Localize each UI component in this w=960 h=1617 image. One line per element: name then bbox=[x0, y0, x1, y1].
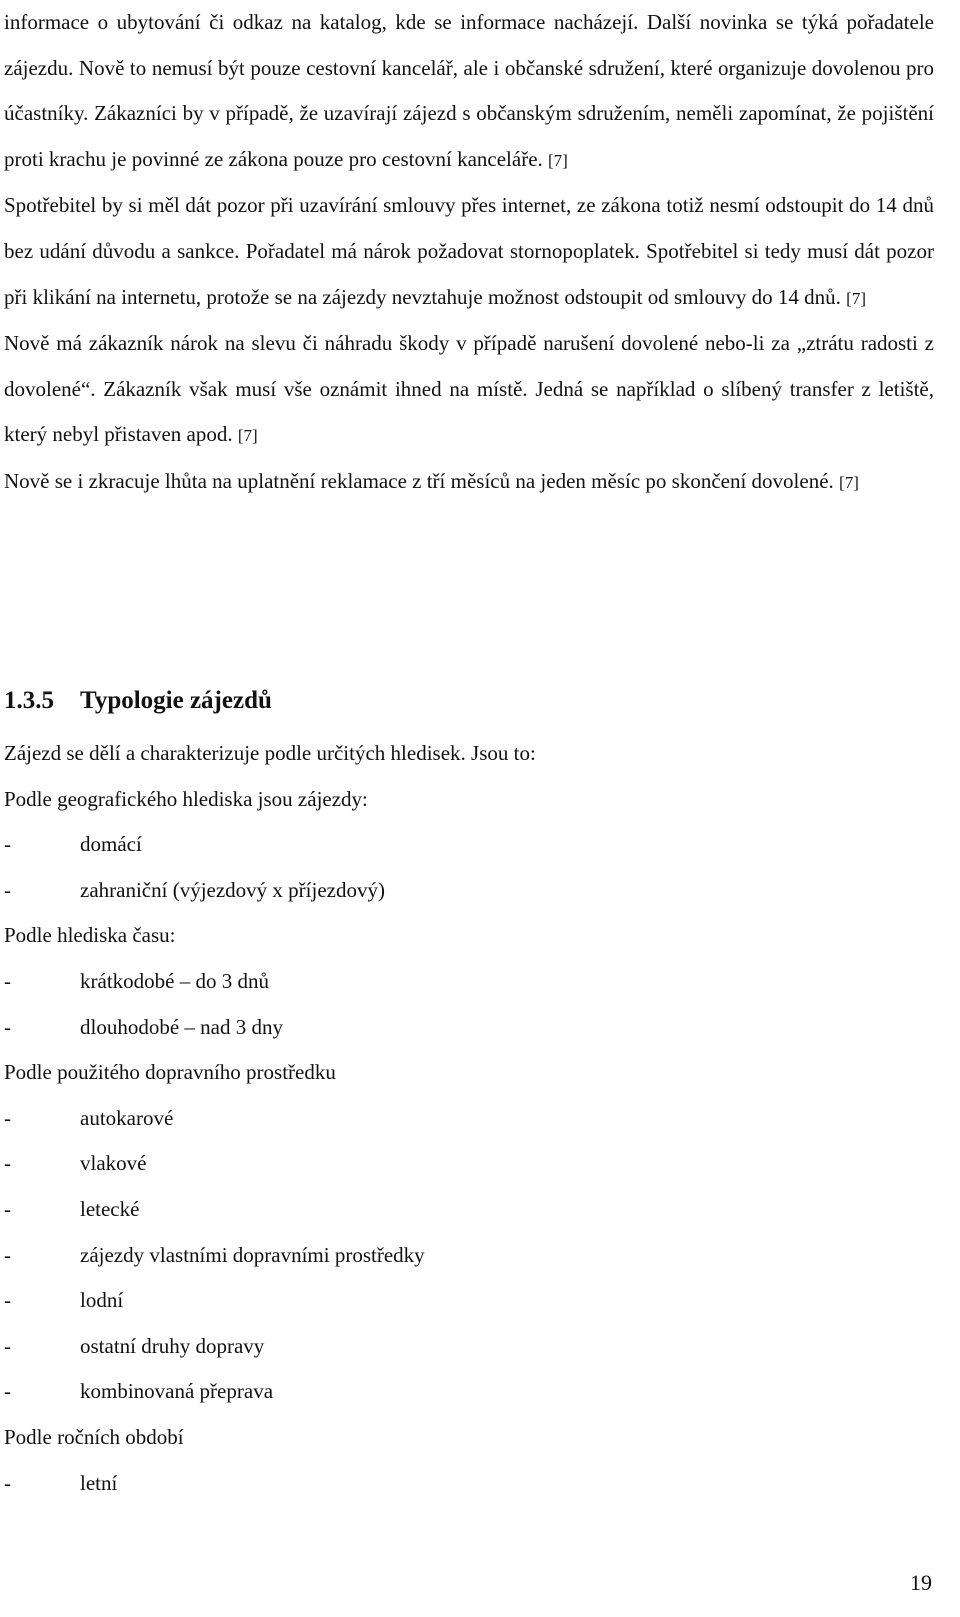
list-item bbox=[4, 1369, 934, 1415]
bullet-dash: - bbox=[4, 1196, 11, 1221]
citation-ref: [7] bbox=[237, 426, 258, 446]
list-item bbox=[4, 1278, 934, 1324]
list-item bbox=[4, 1187, 934, 1233]
list-item-text: autokarové bbox=[80, 1105, 174, 1130]
paragraph-text: informace o ubytování či odkaz na katalog, kde se informace nacházejí. Další novinka se týká pořadatele zájezdu. Nově to nemusí být pouze cestovní kancelář, ale i občanské sdružení, které organizuje dovolenou pro účastníky. Zákazníci by v případě, že uzavírají zájezd s občanským sdružením, neměli zapomínat, že pojištění proti krachu je povinné ze zákona pouze pro cestovní kanceláře. bbox=[4, 10, 934, 171]
intro-line: Zájezd se dělí a charakterizuje podle určitých hledisek. Jsou to: bbox=[4, 741, 536, 765]
list-item-text: ostatní druhy dopravy bbox=[80, 1333, 265, 1358]
list-item-text: letecké bbox=[80, 1196, 140, 1221]
list-item bbox=[4, 868, 934, 914]
bullet-dash: - bbox=[4, 1242, 11, 1267]
list-item-text: krátkodobé – do 3 dnů bbox=[80, 968, 269, 993]
list-item-text: zahraniční (výjezdový x příjezdový) bbox=[80, 877, 385, 902]
group-label-season: Podle ročních období bbox=[4, 1424, 184, 1449]
group-label-transport: Podle použitého dopravního prostředku bbox=[4, 1060, 336, 1085]
section-title: Typologie zájezdů bbox=[80, 687, 272, 714]
bullet-dash: - bbox=[4, 968, 11, 993]
section-heading bbox=[4, 686, 272, 716]
list-item bbox=[4, 1005, 934, 1051]
list-item bbox=[4, 1461, 934, 1507]
paragraph-text: Spotřebitel by si měl dát pozor při uzavírání smlouvy přes internet, ze zákona totiž nesmí odstoupit do 14 dnů bez udání důvodu a sankce. Pořadatel má nárok požadovat stornopoplatek. Spotřebitel si tedy musí dát pozor při klikání na internetu, protože se na zájezdy nevztahuje možnost odstoupit od smlouvy do 14 dnů. bbox=[4, 193, 934, 309]
document-page bbox=[4, 0, 934, 1495]
list-item-text: domácí bbox=[80, 832, 142, 857]
list-item bbox=[4, 1096, 934, 1142]
list-item-text: kombinovaná přeprava bbox=[80, 1379, 274, 1404]
group-label-time: Podle hlediska času: bbox=[4, 923, 176, 948]
list-item bbox=[4, 959, 934, 1005]
bullet-dash: - bbox=[4, 1333, 11, 1358]
paragraph-compensation bbox=[4, 321, 934, 459]
list-item bbox=[4, 1324, 934, 1370]
bullet-dash: - bbox=[4, 1288, 11, 1313]
bullet-dash: - bbox=[4, 1014, 11, 1039]
paragraph-text: Nově se i zkracuje lhůta na uplatnění reklamace z tří měsíců na jeden měsíc po skončení dovolené. bbox=[4, 468, 834, 493]
list-item-text: dlouhodobé – nad 3 dny bbox=[80, 1014, 283, 1039]
bullet-dash: - bbox=[4, 1379, 11, 1404]
list-item bbox=[4, 1233, 934, 1279]
citation-ref: [7] bbox=[839, 472, 859, 492]
bullet-dash: - bbox=[4, 832, 11, 857]
list-item-text: letní bbox=[80, 1470, 118, 1495]
list-item bbox=[4, 1141, 934, 1187]
paragraph-internet-contract bbox=[4, 183, 934, 321]
page-number: 19 bbox=[910, 1570, 932, 1595]
group-label-geography: Podle geografického hlediska jsou zájezdy: bbox=[4, 786, 368, 811]
bullet-dash: - bbox=[4, 1105, 11, 1130]
bullet-dash: - bbox=[4, 877, 11, 902]
citation-ref: [7] bbox=[548, 150, 568, 170]
typology-list bbox=[4, 731, 934, 1506]
list-item-text: zájezdy vlastními dopravními prostředky bbox=[80, 1242, 425, 1267]
citation-ref: [7] bbox=[846, 288, 866, 308]
paragraph-booking-info bbox=[4, 0, 934, 183]
list-item-text: lodní bbox=[80, 1288, 124, 1313]
paragraph-text: Nově má zákazník nárok na slevu či náhradu škody v případě narušení dovolené nebo-li za „ztrátu radosti z dovolené“. Zákazník však musí vše oznámit ihned na místě. Jedná se například o slíbený transfer z letiště, který nebyl přistaven apod. bbox=[4, 331, 934, 447]
list-item bbox=[4, 822, 934, 868]
paragraph-complaint-period bbox=[4, 459, 934, 506]
section-number: 1.3.5 bbox=[4, 687, 54, 714]
bullet-dash: - bbox=[4, 1470, 11, 1495]
bullet-dash: - bbox=[4, 1151, 11, 1176]
list-item-text: vlakové bbox=[80, 1151, 147, 1176]
